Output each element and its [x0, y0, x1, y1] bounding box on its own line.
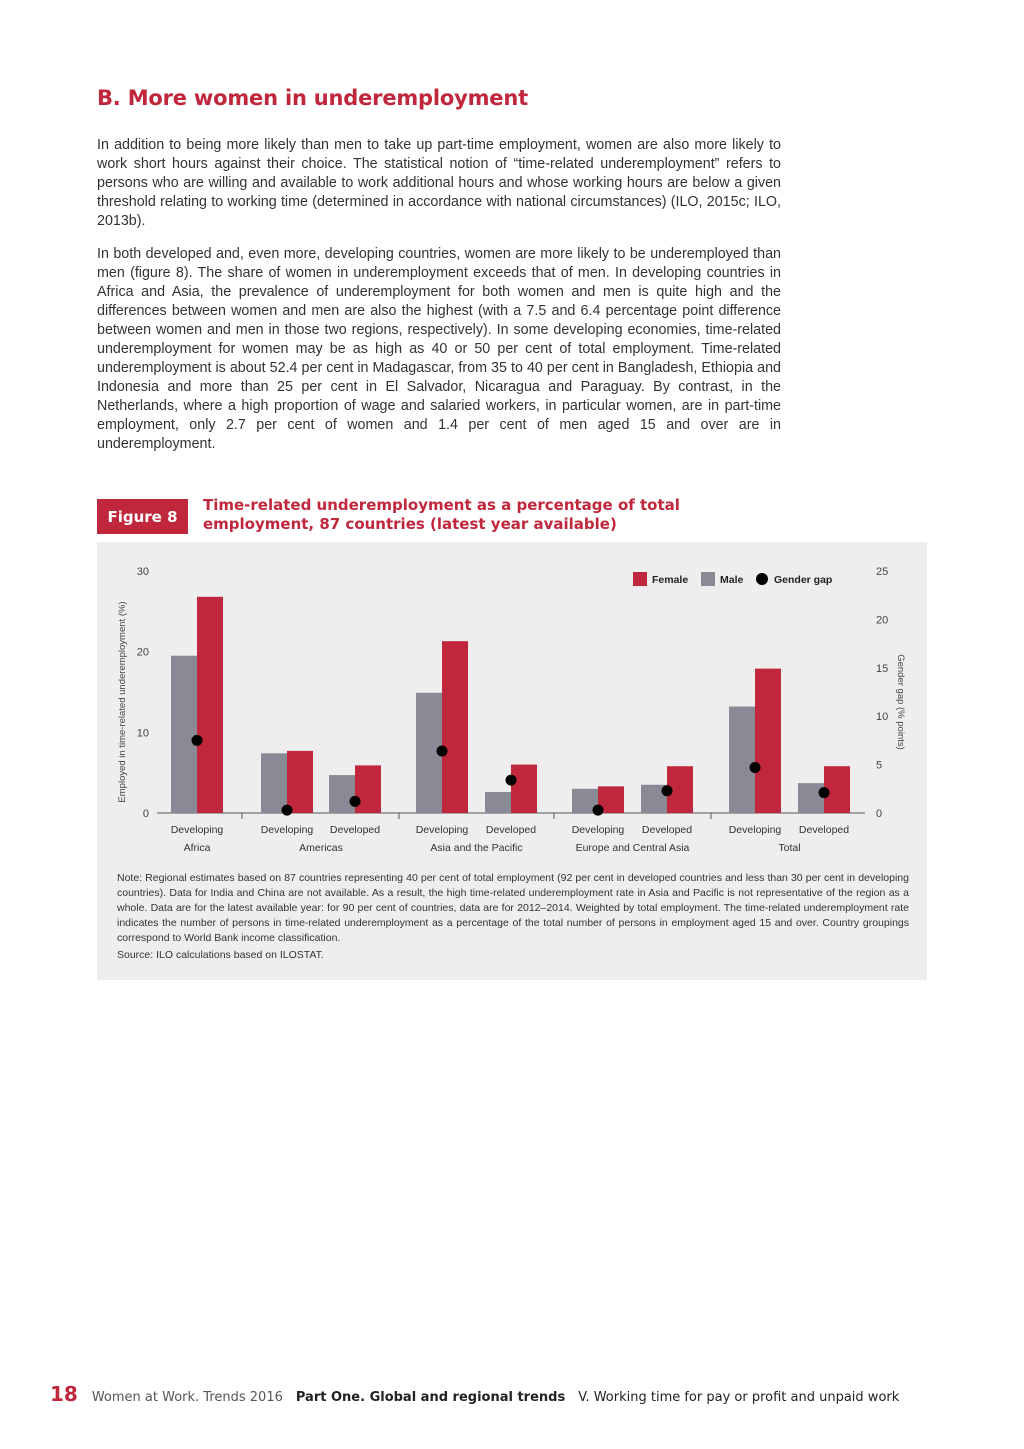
chapter-title: V. Working time for pay or profit and unpaid work [578, 1390, 900, 1405]
y-axis-title: Employed in time-related underemployment (%) [117, 601, 128, 803]
legend-swatch-gap [756, 573, 768, 585]
bar-female [511, 765, 537, 813]
figure-panel [97, 542, 927, 980]
bar-female [287, 751, 313, 813]
y2-axis-title: Gender gap (% points) [895, 654, 906, 750]
y2-tick-label: 25 [876, 566, 889, 578]
page-footer [50, 1382, 899, 1406]
gender-gap-point [750, 762, 761, 773]
gender-gap-point [437, 746, 448, 757]
x-group-label: Europe and Central Asia [575, 842, 690, 854]
x-group-label: Total [778, 842, 801, 854]
bar-female [442, 641, 468, 813]
legend-label-female: Female [652, 574, 689, 586]
x-tick-label: Developed [641, 824, 693, 836]
legend-label-male: Male [720, 574, 744, 586]
bar-male [261, 753, 287, 813]
x-group-label: Africa [183, 842, 211, 854]
bar-female [355, 765, 381, 813]
bar-chart [97, 542, 927, 862]
figure-title: Time-related underemployment as a percentage of total employment, 87 countries (latest year available) [203, 496, 680, 533]
figure-note: Note: Regional estimates based on 87 countries representing 40 per cent of total employment (92 per cent in developed countries and less than 30 per cent in developing countries). Data for India and China are not available. As a result, the high time-related underemployment rate in Asia and Pacific is not representative of the region as a whole. Data are for the latest available year: for 90 per cent of countries, data are for 2012–2014. Weighted by total employment. The time-related underemployment rate indicates the number of persons in time-related underemployment as a percentage of the total number of persons in employment aged 15 and over. Country groupings correspond to World Bank income classification. [117, 872, 909, 944]
section-heading: B. More women in underemployment [97, 86, 528, 110]
x-tick-label: Developing [415, 824, 469, 836]
gender-gap-point [593, 805, 604, 816]
gender-gap-point [506, 775, 517, 786]
bar-male [329, 775, 355, 813]
figure-badge: Figure 8 [97, 499, 188, 534]
bar-male [171, 656, 197, 813]
y-tick-label: 0 [142, 808, 149, 820]
y2-tick-label: 20 [876, 614, 889, 627]
x-tick-label: Developed [798, 824, 850, 836]
paragraph-2: In both developed and, even more, developing countries, women are more likely to be underemployed than men (figure 8). The share of women in underemployment exceeds that of men. In developing countries in Africa and Asia, the prevalence of underemployment for both women and men is quite high and the differences between women and men are also the highest (with a 7.5 and 6.4 percentage point difference between women and men in those two regions, respectively). In some developing economies, time-related underemployment for women may be as high as 40 or 50 per cent of total employment. Time-related underemployment is about 52.4 per cent in Madagascar, from 35 to 40 per cent in Bangladesh, Ethiopia and Indonesia and more than 25 per cent in El Salvador, Nicaragua and Paraguay. By contrast, in the Netherlands, where a high proportion of wage and salaried workers, in particular women, are in part-time employment, only 2.7 per cent of women and 1.4 per cent of men aged 15 and over are in underemployment. [97, 246, 781, 452]
gender-gap-point [282, 805, 293, 816]
bar-male [485, 792, 511, 813]
y-tick-label: 30 [136, 566, 149, 578]
bar-male [729, 707, 755, 813]
legend-swatch-male [701, 572, 715, 586]
y2-tick-label: 0 [876, 808, 883, 820]
y2-tick-label: 10 [876, 711, 889, 724]
y-tick-label: 10 [136, 727, 149, 740]
legend-label-gap: Gender gap [774, 574, 833, 586]
figure-source: Source: ILO calculations based on ILOSTAT. [117, 949, 324, 961]
y2-tick-label: 15 [876, 662, 889, 675]
x-group-label: Americas [299, 842, 343, 854]
legend-swatch-female [633, 572, 647, 586]
gender-gap-point [819, 787, 830, 798]
bar-female [755, 669, 781, 813]
y-tick-label: 20 [136, 646, 149, 659]
gender-gap-point [662, 785, 673, 796]
gender-gap-point [192, 735, 203, 746]
x-tick-label: Developing [170, 824, 224, 836]
bar-female [197, 597, 223, 813]
x-group-label: Asia and the Pacific [430, 842, 523, 854]
paragraph-1: In addition to being more likely than men to take up part-time employment, women are also more likely to work short hours against their choice. The statistical notion of “time-related underemployment” refers to persons who are willing and available to work additional hours and whose working hours are below a given threshold relating to working time (determined in accordance with national circumstances) (ILO, 2015c; ILO, 2013b). [97, 137, 781, 229]
x-tick-label: Developing [728, 824, 782, 836]
x-tick-label: Developed [329, 824, 381, 836]
x-tick-label: Developed [485, 824, 537, 836]
part-title: Part One. Global and regional trends [295, 1390, 566, 1405]
x-tick-label: Developing [571, 824, 625, 836]
x-tick-label: Developing [260, 824, 314, 836]
y2-tick-label: 5 [876, 759, 883, 772]
gender-gap-point [350, 796, 361, 807]
publication-title: Women at Work. Trends 2016 [91, 1390, 283, 1405]
page-number: 18 [50, 1382, 78, 1406]
bar-male [798, 783, 824, 813]
